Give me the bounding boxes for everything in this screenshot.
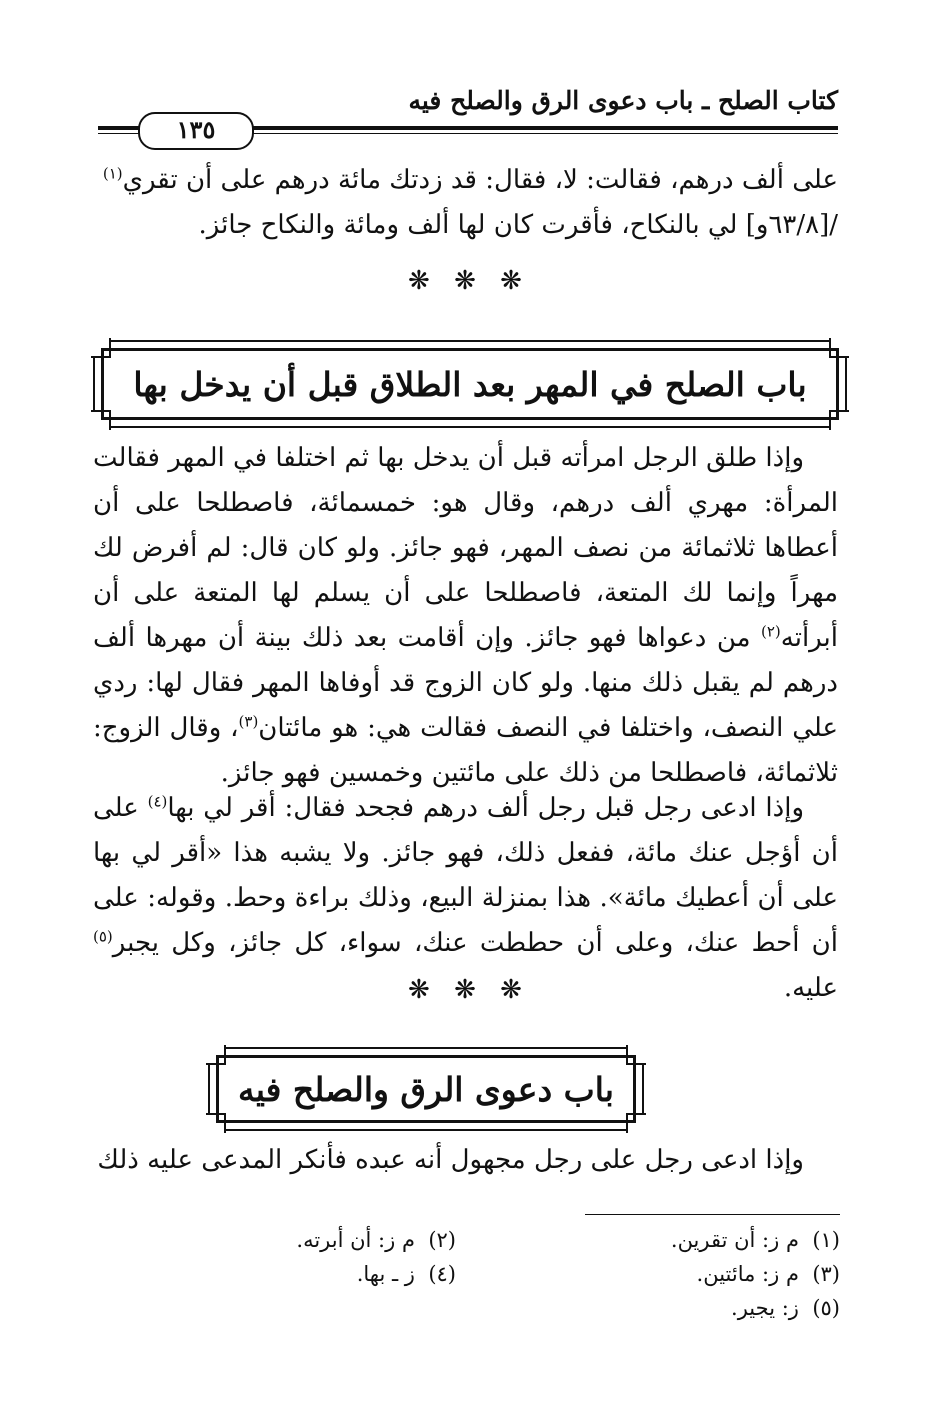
footnote: (٢) م ز: أن أبرته. [296,1228,456,1252]
paragraph: وإذا ادعى رجل على رجل مجهول أنه عبده فأنكر المدعى عليه ذلك [97,1145,804,1175]
footnote-marker-2: (٢) [761,622,781,641]
continuation-line-2: /[٦٣/٨و] لي بالنكاح، فأقرت كان لها ألف ومائة والنكاح جائز. [198,210,838,240]
page-number: ١٣٥ [138,112,254,150]
footnote: (٥) ز: يجير. [731,1296,840,1320]
footnote-marker-3: (٣) [238,712,259,731]
running-title: كتاب الصلح ـ باب دعوى الرق والصلح فيه [408,86,838,115]
footnote-marker-4: (٤) [147,792,168,811]
section-heading: باب الصلح في المهر بعد الطلاق قبل أن يدخل بها [133,364,807,404]
continuation-paragraph [93,158,838,248]
section-heading-frame [93,340,847,428]
footnote: (٣) م ز: مائتين. [696,1262,840,1286]
footnote: (١) م ز: أن تقرين. [670,1228,840,1252]
footnote-rule [585,1214,840,1215]
section-heading: باب دعوى الرق والصلح فيه [238,1069,614,1109]
footnote: (٤) ز ـ بها. [356,1262,456,1286]
footnote-marker-5: (٥) [93,927,113,946]
continuation-line-1: على ألف درهم، فقالت: لا، فقال: قد زدتك مائة درهم على أن تقري$^{(١)}$ [102,164,838,195]
ornament-separator: ❋ ❋ ❋ [408,975,530,1005]
paragraph: وإذا ادعى رجل قبل رجل ألف درهم فجحد فقال: أقر لي بها$^{(٤)}$ على أن أؤجل عنك مائة، ففعل ذلك، فهو جائز. ولا يشبه هذا «أقر لي بها على أن أعطيك مائة». هذا بمنزلة البيع، وذلك براءة وحط. وقوله: على أن أحط عنك، وعلى أن حططت عنك، سواء، كل جائز، وكل يجبر$^{(٥)}$ عليه. [93,792,838,1003]
ornament-separator: ❋ ❋ ❋ [408,266,530,296]
paragraph: وإذا طلق الرجل امرأته قبل أن يدخل بها ثم اختلفا في المهر فقالت المرأة: مهري ألف درهم، وقال هو: خمسمائة، فاصطلحا على أن أعطاها ثلاثمائة من نصف المهر، فهو جائز. ولو كان قال: لم أفرض لك مهراً وإنما لك المتعة، فاصطلحا على أن يسلم لها المتعة على أن أبرأته$^{(٢)}$ من دعواها فهو جائز. وإن أقامت بعد ذلك بينة أن مهرها ألف درهم لم يقبل ذلك منها. ولو كان الزوج قد أوفاها المهر فقال لها: ردي علي النصف، واختلفا في النصف فقالت هي: هو مائتان$^{(٣)}$، وقال الزوج: ثلاثمائة، فاصطلحا من ذلك على مائتين وخمسين فهو جائز. [93,443,838,788]
section-heading-frame [208,1047,644,1131]
footnote-marker-1: (١) [102,164,123,183]
running-header [98,84,838,144]
